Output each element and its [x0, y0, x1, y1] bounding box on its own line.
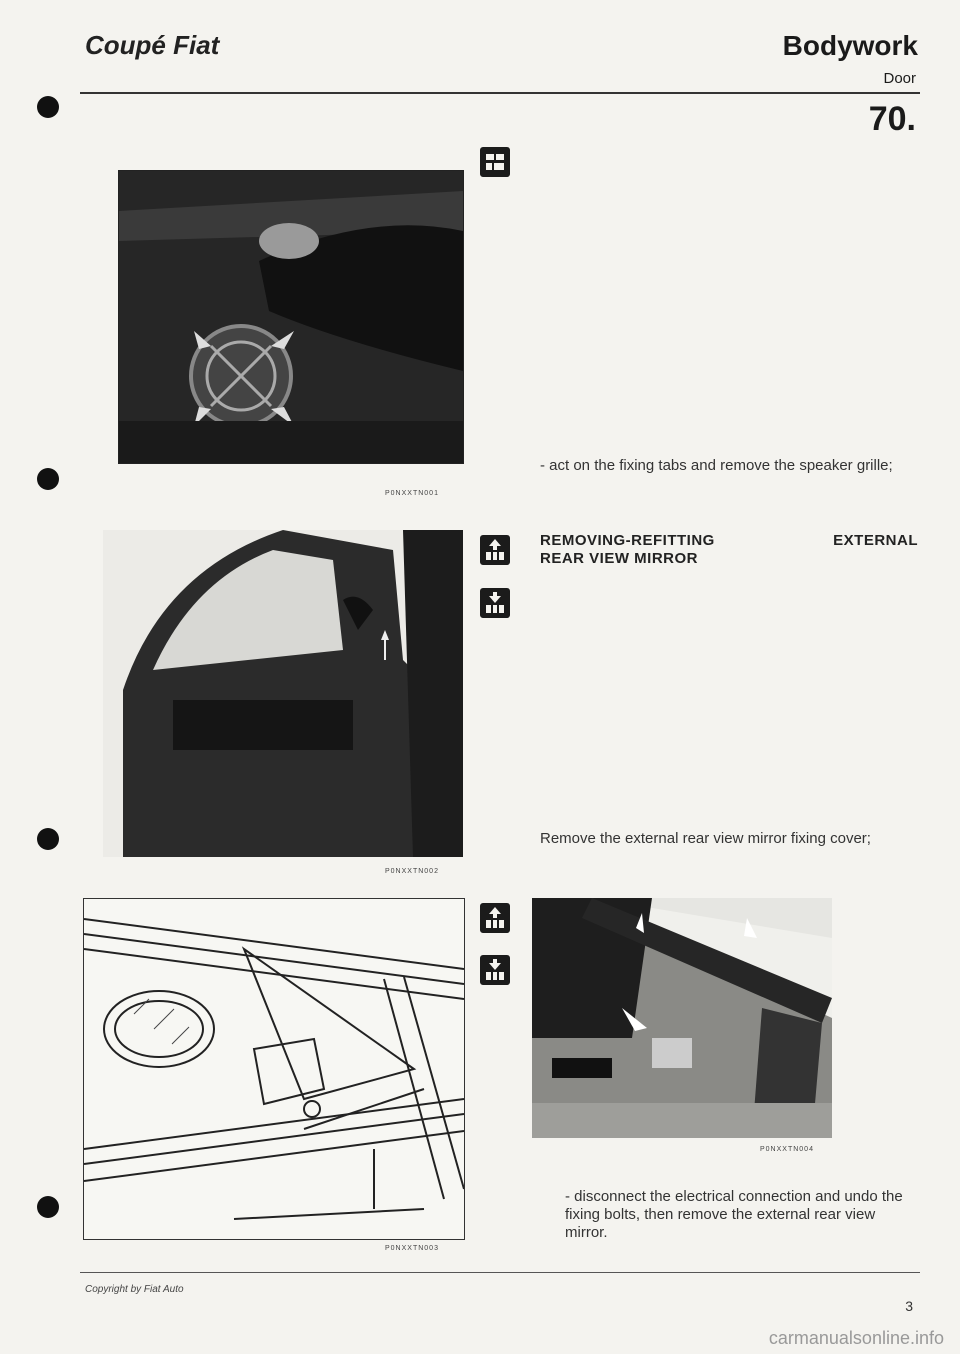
removal-icon — [480, 535, 510, 565]
binder-hole — [37, 1196, 59, 1218]
refitting-icon — [480, 955, 510, 985]
header-divider — [80, 92, 920, 94]
section-heading-external: EXTERNAL — [833, 532, 918, 549]
door-panel-photo — [118, 170, 464, 464]
step-remove-speaker-grille: - act on the fixing tabs and remove the speaker grille; — [540, 457, 893, 474]
section-heading-line2: REAR VIEW MIRROR — [540, 550, 698, 567]
brand-title: Coupé Fiat — [85, 30, 220, 60]
figure-code: P0NXXTN001 — [385, 490, 439, 497]
figure-code: P0NXXTN003 — [385, 1245, 439, 1252]
refitting-icon — [480, 588, 510, 618]
figure-code: P0NXXTN004 — [760, 1146, 814, 1153]
figure-code: P0NXXTN002 — [385, 868, 439, 875]
section-title: Bodywork — [782, 30, 918, 61]
mirror-technical-drawing — [83, 898, 465, 1240]
copyright-notice: Copyright by Fiat Auto — [85, 1284, 184, 1295]
open-door-photo — [103, 530, 463, 857]
subsection-title: Door — [883, 70, 916, 87]
mirror-bolts-photo — [532, 898, 832, 1138]
page-code: 70. — [868, 100, 916, 138]
removal-icon — [480, 903, 510, 933]
step-disconnect-mirror: - disconnect the electrical connection and undo the fixing bolts, then remove the external rear view mirror. — [565, 1188, 903, 1241]
disassembly-icon — [480, 147, 510, 177]
section-heading-line1: REMOVING-REFITTING — [540, 532, 715, 549]
step-remove-mirror-cover: Remove the external rear view mirror fixing cover; — [540, 830, 871, 847]
binder-hole — [37, 96, 59, 118]
footer-divider — [80, 1272, 920, 1273]
binder-hole — [37, 828, 59, 850]
binder-hole — [37, 468, 59, 490]
watermark: carmanualsonline.info — [768, 1328, 944, 1348]
page-number: 3 — [905, 1298, 913, 1314]
